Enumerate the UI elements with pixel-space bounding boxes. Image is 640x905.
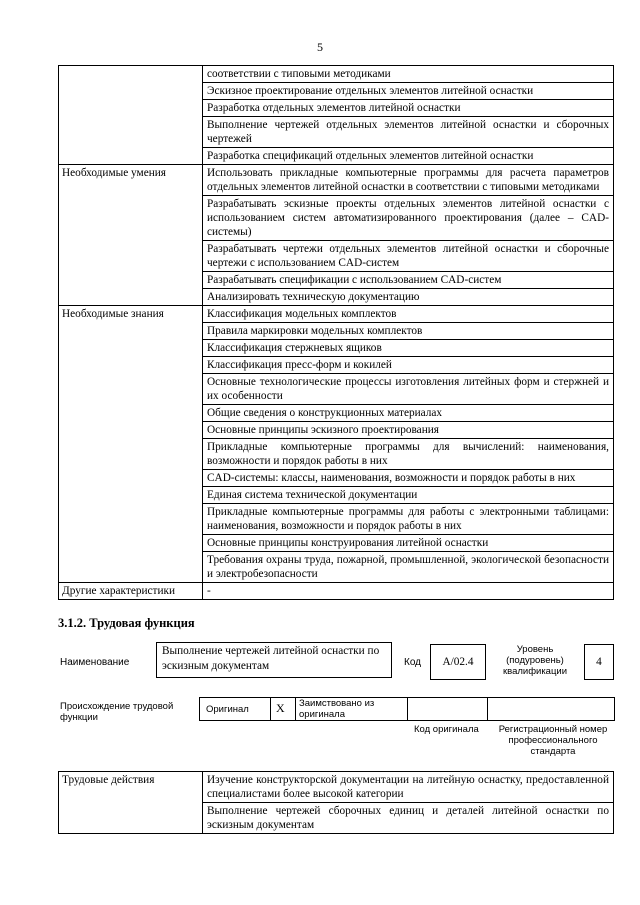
row-label: Необходимые умения <box>59 165 203 306</box>
table-row <box>59 583 614 600</box>
level-label: Уровень (подуровень) квалификации <box>502 644 568 677</box>
row-item: Основные принципы конструирования литейной оснастки <box>203 535 614 552</box>
row-item: Основные технологические процессы изготовления литейных форм и стержней и их особенности <box>203 374 614 405</box>
row-item: Единая система технической документации <box>203 487 614 504</box>
code-value: А/02.4 <box>442 656 474 668</box>
table-row <box>59 306 614 323</box>
row-item: Разработка спецификаций отдельных элементов литейной оснастки <box>203 148 614 165</box>
labor-action-item: Выполнение чертежей сборочных единиц и деталей литейной оснастки по эскизным документам <box>203 803 614 834</box>
row-item: Эскизное проектирование отдельных элементов литейной оснастки <box>203 83 614 100</box>
code-value-box <box>430 644 486 680</box>
table-row <box>59 165 614 196</box>
row-item: Разрабатывать эскизные проекты отдельных элементов литейной оснастки с использованием систем автоматизированного проектирования (далее – CAD-системы) <box>203 196 614 241</box>
row-item: Разрабатывать чертежи отдельных элементов литейной оснастки и сборочные чертежи с использованием CAD-систем <box>203 241 614 272</box>
original-mark: X <box>276 701 285 715</box>
table-row <box>59 772 614 803</box>
row-item: Классификация модельных комплектов <box>203 306 614 323</box>
row-item: Разработка отдельных элементов литейной оснастки <box>203 100 614 117</box>
function-name-box <box>156 642 392 678</box>
labor-action-item: Изучение конструкторской документации на литейную оснастку, предоставленной специалистами более высокой категории <box>203 772 614 803</box>
origin-divider-3 <box>407 697 408 721</box>
name-label: Наименование <box>60 657 130 668</box>
row-item: Анализировать техническую документацию <box>203 289 614 306</box>
page-number: 5 <box>317 40 323 54</box>
row-item: Прикладные компьютерные программы для вычислений: наименования, возможности и порядок работы в них <box>203 439 614 470</box>
origin-divider-4 <box>487 697 488 721</box>
origin-divider-1 <box>270 697 271 721</box>
labor-actions-table <box>58 771 614 834</box>
code-label: Код <box>404 657 422 668</box>
row-label: Необходимые знания <box>59 306 203 583</box>
level-value: 4 <box>596 656 602 668</box>
row-item: Выполнение чертежей отдельных элементов литейной оснастки и сборочных чертежей <box>203 117 614 148</box>
row-item: Классификация пресс-форм и кокилей <box>203 357 614 374</box>
row-label: Другие характеристики <box>59 583 203 600</box>
row-item: - <box>203 583 614 600</box>
borrowed-label: Заимствовано из оригинала <box>299 698 375 720</box>
row-item: Правила маркировки модельных комплектов <box>203 323 614 340</box>
row-item: Прикладные компьютерные программы для работы с электронными таблицами: наименования, возможности и порядок работы в них <box>203 504 614 535</box>
level-value-box <box>584 644 614 680</box>
row-item: Требования охраны труда, пожарной, промышленной, экологической безопасности и электробезопасности <box>203 552 614 583</box>
row-item: Основные принципы эскизного проектирования <box>203 422 614 439</box>
original-label: Оригинал <box>206 704 249 715</box>
row-item: Общие сведения о конструкционных материалах <box>203 405 614 422</box>
row-item: Использовать прикладные компьютерные программы для расчета параметров отдельных элементов литейной оснастки в соответствии с типовыми методиками <box>203 165 614 196</box>
competency-table <box>58 65 614 600</box>
row-item: CAD-системы: классы, наименования, возможности и порядок работы в них <box>203 470 614 487</box>
function-name-value: Выполнение чертежей литейной оснастки по эскизным документам <box>162 645 380 672</box>
row-item: Классификация стержневых ящиков <box>203 340 614 357</box>
reg-number-label: Регистрационный номер профессионального стандарта <box>498 724 608 757</box>
row-item: соответствии с типовыми методиками <box>203 66 614 83</box>
row-item: Разрабатывать спецификации с использованием CAD-систем <box>203 272 614 289</box>
section-title: 3.1.2. Трудовая функция <box>58 616 195 630</box>
labor-actions-label: Трудовые действия <box>59 772 203 834</box>
code-original-label: Код оригинала <box>414 724 479 735</box>
row-label <box>59 66 203 165</box>
table-row <box>59 66 614 83</box>
origin-divider-2 <box>295 697 296 721</box>
origin-label: Происхождение трудовой функции <box>60 701 174 723</box>
